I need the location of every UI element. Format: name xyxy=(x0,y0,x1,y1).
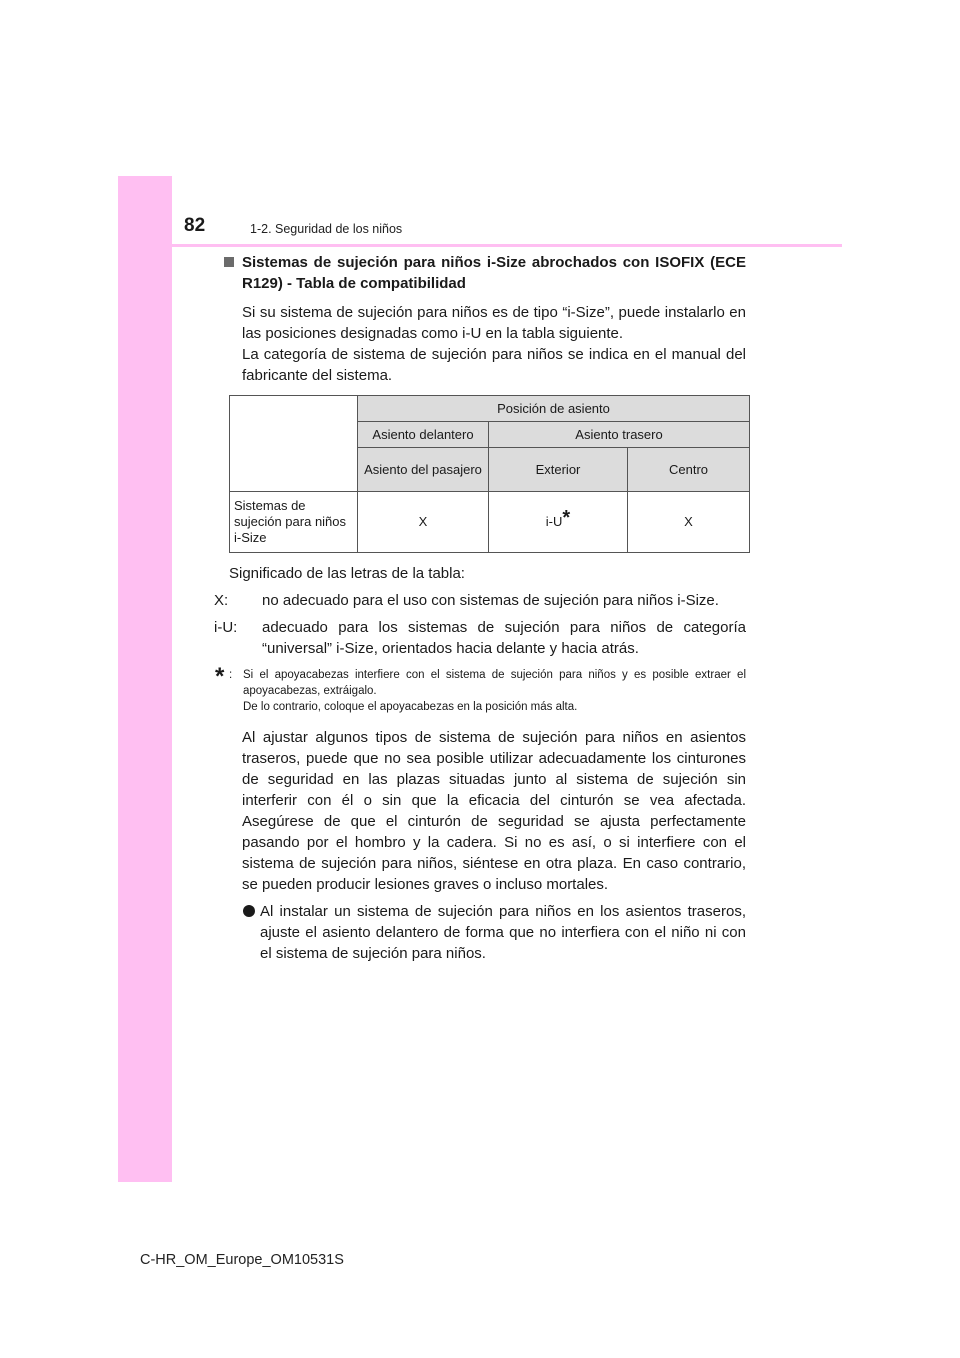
compatibility-table xyxy=(229,395,750,553)
seat-position-header: Posición de asiento xyxy=(358,396,750,422)
legend-key: X: xyxy=(214,592,229,609)
legend-text: adecuado para los sistemas de sujeción para niños de categoría “universal” i-Size, orientados hacia delante y hacia atrás. xyxy=(262,619,746,657)
intro-paragraph-2: La categoría de sistema de sujeción para niños se indica en el manual del fabricante del sistema. xyxy=(242,346,746,384)
legend-and-notes xyxy=(212,563,746,964)
footnote-asterisk: * xyxy=(215,663,225,690)
exterior-header: Exterior xyxy=(489,448,628,492)
legend-item xyxy=(214,590,746,611)
document-footer: C-HR_OM_Europe_OM10531S xyxy=(140,1252,344,1268)
circle-bullet-icon xyxy=(243,905,255,917)
section-title: 1-2. Seguridad de los niños xyxy=(250,222,403,236)
cell-passenger-value: X xyxy=(358,492,489,553)
rear-seat-header: Asiento trasero xyxy=(489,422,750,448)
footnote-line-1: Si el apoyacabezas interfiere con el sistema de sujeción para niños y es posible extraer el apoyacabezas, extráigalo. xyxy=(243,669,746,697)
intro-paragraph-1: Si su sistema de sujeción para niños es de tipo “i-Size”, puede instalarlo en las posiciones designadas como i-U en la tabla siguiente. xyxy=(242,304,746,342)
front-seat-header: Asiento delantero xyxy=(358,422,489,448)
legend-title: Significado de las letras de la tabla: xyxy=(229,565,465,582)
legend-key: i-U: xyxy=(214,619,238,636)
footnote xyxy=(215,663,746,715)
heading-text: Sistemas de sujeción para niños i-Size abrochados con ISOFIX (ECE R129) - Tabla de compatibilidad xyxy=(242,254,746,292)
table-corner-cell xyxy=(230,396,358,492)
row-label-isize: Sistemas de sujeción para niños i-Size xyxy=(230,492,358,553)
legend-item xyxy=(214,617,746,659)
legend-text: no adecuado para el uso con sistemas de sujeción para niños i-Size. xyxy=(262,592,719,609)
center-header: Centro xyxy=(628,448,750,492)
exterior-value-text: i-U xyxy=(545,514,563,529)
section-heading xyxy=(212,252,746,294)
asterisk-mark: * xyxy=(562,507,571,529)
cell-exterior-value xyxy=(489,492,628,553)
body-paragraph: Al ajustar algunos tipos de sistema de sujeción para niños en asientos traseros, puede que no sea posible utilizar adecuadamente los cinturones de seguridad en las plazas situadas junto al sistema de sujeción sin interferir con él o sin que la eficacia del cinturón se vea afectada. Asegúrese de que el cinturón de seguridad se ajusta perfectamente pasando por el hombro y la cadera. Si no es así, o si interfiere con el sistema de sujeción para niños, siéntese en otra plaza. En caso contrario, se pueden producir lesiones graves o incluso mortales. xyxy=(242,729,746,893)
main-content xyxy=(212,252,746,386)
page-number: 82 xyxy=(184,215,206,236)
bullet-text: Al instalar un sistema de sujeción para niños en los asientos traseros, ajuste el asiento delantero de forma que no interfiera con el niño ni con el sistema de sujeción para niños. xyxy=(260,903,746,962)
footnote-line-2: De lo contrario, coloque el apoyacabezas en la posición más alta. xyxy=(243,701,578,713)
cell-center-value: X xyxy=(628,492,750,553)
footnote-text xyxy=(243,667,746,715)
pink-sidebar xyxy=(118,176,172,1182)
bullet-list-item xyxy=(260,901,746,964)
passenger-seat-header: Asiento del pasajero xyxy=(358,448,489,492)
footnote-colon: : xyxy=(229,669,233,681)
square-bullet-icon xyxy=(224,257,234,267)
header-rule xyxy=(172,244,842,247)
